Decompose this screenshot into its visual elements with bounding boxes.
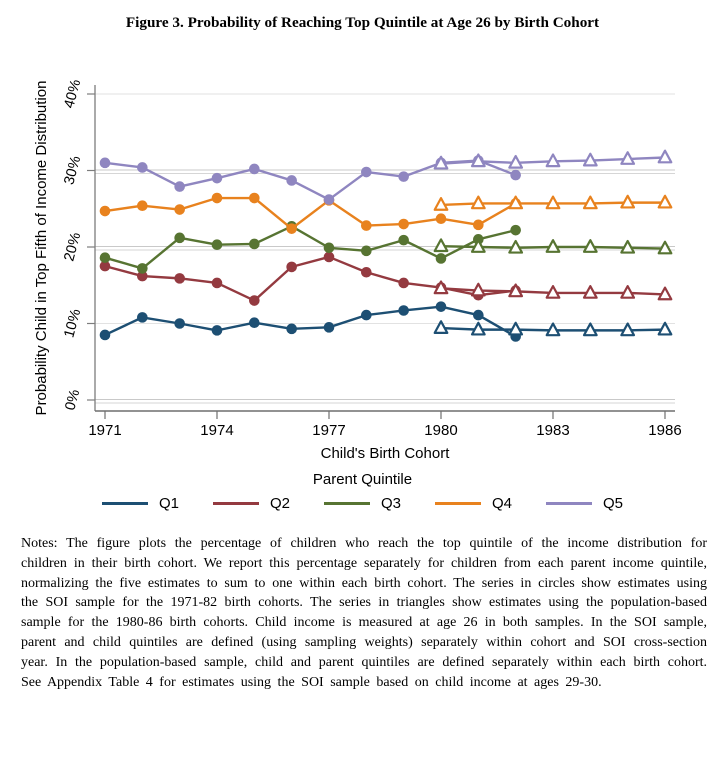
data-point-circle <box>174 233 185 244</box>
series-q2-pop <box>435 282 672 300</box>
y-tick-label: 30% <box>61 154 85 187</box>
data-point-circle <box>286 262 297 273</box>
legend-label: Q1 <box>158 495 179 512</box>
data-point-circle <box>174 273 185 284</box>
data-point-circle <box>174 181 185 192</box>
legend-swatch-q1 <box>102 502 148 505</box>
series-q2-soi <box>100 252 521 306</box>
data-point-circle <box>212 278 223 289</box>
legend-title: Parent Quintile <box>312 471 413 488</box>
y-tick-label: 20% <box>61 230 85 264</box>
y-tick-label: 0% <box>62 387 84 413</box>
legend-label: Q2 <box>269 495 290 512</box>
data-point-circle <box>100 252 111 263</box>
data-point-circle <box>361 246 372 257</box>
data-point-circle <box>174 204 185 215</box>
legend-swatch-q3 <box>324 502 370 505</box>
data-point-circle <box>510 170 521 181</box>
legend-label: Q3 <box>380 495 401 512</box>
x-axis-title: Child's Birth Cohort <box>320 445 450 462</box>
series-q4-soi <box>100 193 521 234</box>
series-q1-soi <box>100 301 521 341</box>
data-point-circle <box>174 318 185 329</box>
y-tick-label: 10% <box>61 307 85 340</box>
x-tick-label: 1974 <box>200 422 234 439</box>
x-tick-label: 1983 <box>536 422 570 439</box>
data-point-circle <box>286 324 297 335</box>
data-point-circle <box>212 173 223 184</box>
data-point-circle <box>249 239 260 250</box>
legend-item-q5 <box>546 495 623 512</box>
data-point-circle <box>398 235 409 246</box>
data-point-circle <box>100 206 111 217</box>
data-point-circle <box>286 175 297 186</box>
legend-swatch-q4 <box>435 502 481 505</box>
data-point-circle <box>324 194 335 205</box>
legend-item-q1 <box>102 495 179 512</box>
data-point-circle <box>286 223 297 234</box>
data-point-circle <box>398 171 409 182</box>
data-point-circle <box>361 220 372 231</box>
series-q4-pop <box>435 196 672 210</box>
data-point-circle <box>473 310 484 321</box>
data-point-circle <box>398 305 409 316</box>
legend-item-q4 <box>435 495 512 512</box>
legend-swatch-q5 <box>546 502 592 505</box>
data-point-circle <box>100 158 111 169</box>
legend-label: Q5 <box>603 495 624 512</box>
data-point-circle <box>137 200 148 211</box>
x-axis <box>88 411 681 462</box>
data-point-circle <box>212 325 223 336</box>
x-tick-label: 1986 <box>648 422 682 439</box>
data-point-circle <box>137 162 148 173</box>
data-point-circle <box>212 239 223 250</box>
data-point-circle <box>100 330 111 341</box>
y-axis <box>33 78 95 416</box>
data-point-circle <box>324 242 335 253</box>
data-point-circle <box>398 219 409 230</box>
legend-item-q2 <box>213 495 290 512</box>
legend-label: Q4 <box>492 495 513 512</box>
data-point-circle <box>249 317 260 328</box>
data-point-circle <box>249 164 260 175</box>
figure-notes: Notes: The figure plots the percentage of children who reach the top quintile of the income distribution for children in their birth cohort. We report this percentage separately for children from each parent income quintile, normalizing the five estimates to sum to one within each birth cohort. The series in circles show estimates using the SOI sample for the 1971-82 birth cohorts. The series in triangles show estimates using the population-based sample for the 1980-86 birth cohorts. Child income is measured at age 26 in both samples. In the SOI sample, parent and child quintiles are defined (using sampling weights) separately within cohort and SOI cross-section year. In the population-based sample, child and parent quintiles are defined separately within each birth cohort. See Appendix Table 4 for estimates using the SOI sample based on child income at ages 29-30. <box>21 536 707 690</box>
data-point-circle <box>212 193 223 204</box>
y-axis-title: Probability Child in Top Fifth of Income Distribution <box>33 80 50 416</box>
data-point-circle <box>137 263 148 274</box>
chart-svg <box>0 34 725 467</box>
y-tick-label: 40% <box>61 77 85 111</box>
data-point-circle <box>361 310 372 321</box>
data-point-circle <box>398 278 409 289</box>
data-point-circle <box>361 267 372 278</box>
figure-title: Figure 3. Probability of Reaching Top Quintile at Age 26 by Birth Cohort <box>125 14 600 31</box>
legend-row <box>0 495 725 512</box>
data-point-circle <box>249 295 260 306</box>
data-point-circle <box>436 301 447 312</box>
x-tick-label: 1980 <box>424 422 458 439</box>
data-point-circle <box>436 213 447 224</box>
data-point-circle <box>473 220 484 231</box>
legend-item-q3 <box>324 495 401 512</box>
legend-swatch-q2 <box>213 502 259 505</box>
series-q5-pop <box>435 151 672 169</box>
data-point-circle <box>510 225 521 236</box>
data-point-circle <box>137 312 148 323</box>
data-point-circle <box>249 193 260 204</box>
data-point-circle <box>361 167 372 178</box>
data-point-circle <box>324 252 335 263</box>
x-tick-label: 1977 <box>312 422 346 439</box>
data-point-circle <box>324 322 335 333</box>
data-point-circle <box>436 253 447 264</box>
x-tick-label: 1971 <box>88 422 122 439</box>
